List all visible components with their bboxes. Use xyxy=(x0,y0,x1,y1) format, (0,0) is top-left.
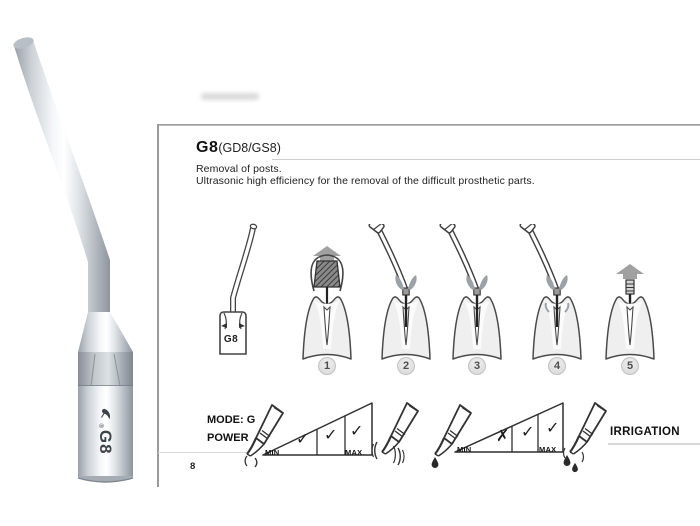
power-row-rule xyxy=(158,452,246,453)
irrigation-rule xyxy=(608,443,700,445)
tip-photo-label xyxy=(94,399,116,463)
power-min-label: MIN xyxy=(265,448,280,457)
step-number: 2 xyxy=(402,360,410,372)
step-illustration-5 xyxy=(590,224,670,364)
page-number: 8 xyxy=(190,461,196,472)
handpiece-water-max-icon xyxy=(562,396,614,476)
step-badge-4 xyxy=(548,357,566,375)
irrigation-min-label: MIN xyxy=(457,445,472,454)
heading-rule xyxy=(272,159,700,160)
water-drop-icon xyxy=(572,463,578,472)
step-badge-2 xyxy=(397,357,415,375)
power-mark-1: ✓ xyxy=(296,429,310,448)
step-illustration-2 xyxy=(366,224,446,364)
power-mark-2: ✓ xyxy=(324,425,338,444)
step-illustration-1 xyxy=(287,224,367,364)
mode-label: MODE: G xyxy=(207,414,256,426)
power-label: POWER xyxy=(207,432,249,444)
power-mark-3: ✓ xyxy=(350,421,364,440)
brand-bird-icon xyxy=(98,407,112,421)
tip-photo-model-text: G8 xyxy=(96,429,115,455)
step-badge-5 xyxy=(621,357,639,375)
scaler-tip-photo xyxy=(0,30,150,490)
section-heading xyxy=(196,139,281,157)
scan-artifact xyxy=(201,93,259,100)
up-arrow-icon xyxy=(616,264,644,279)
step-number: 1 xyxy=(323,360,331,372)
step-illustration-3 xyxy=(437,224,517,364)
irrigation-max-label: MAX xyxy=(539,445,557,454)
registered-mark: ® xyxy=(97,423,103,428)
frame-left-border xyxy=(157,124,159,487)
step-badge-3 xyxy=(468,357,486,375)
step-illustration-4 xyxy=(517,224,597,364)
power-max-label: MAX xyxy=(345,448,363,457)
water-drop-icon xyxy=(432,457,439,468)
step-number: 5 xyxy=(626,360,634,372)
step-badge-1 xyxy=(318,357,336,375)
tip-diagram-label: G8 xyxy=(223,334,239,345)
step-number: 3 xyxy=(473,360,481,372)
irrigation-mark-1: ✗ xyxy=(496,426,510,445)
step-number: 4 xyxy=(553,360,561,372)
model-name: G8 xyxy=(196,139,219,156)
irrigation-label: IRRIGATION xyxy=(610,426,680,438)
irrigation-mark-2: ✓ xyxy=(521,422,535,441)
handpiece-high-vibration-icon xyxy=(372,396,426,470)
frame-top-border xyxy=(157,124,700,126)
description-line-2: Ultrasonic high efficiency for the removal of the difficult prosthetic parts. xyxy=(196,175,535,187)
irrigation-mark-3: ✓ xyxy=(546,418,560,437)
model-variants: (GD8/GS8) xyxy=(218,141,281,155)
description-line-1: Removal of posts. xyxy=(196,163,282,175)
